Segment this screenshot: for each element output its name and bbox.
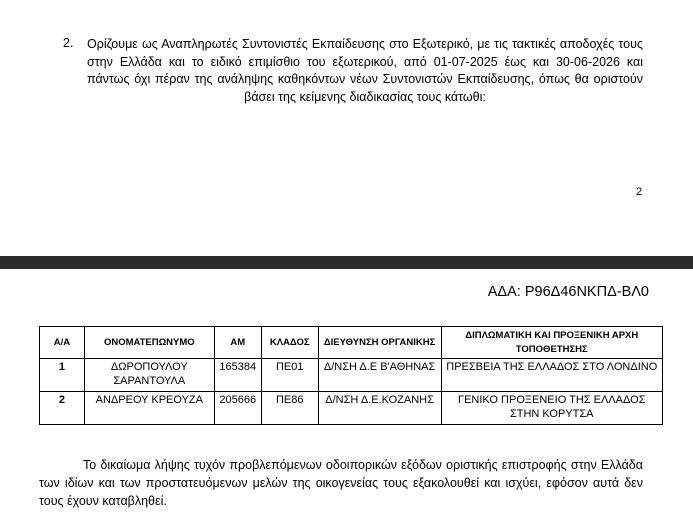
- page-number: 2: [636, 186, 643, 198]
- row-organic: Δ/ΝΣΗ Δ.Ε Β'ΑΘΗΝΑΣ: [318, 359, 441, 392]
- header-index: Α/Α: [40, 327, 85, 359]
- header-am: ΑΜ: [214, 327, 261, 359]
- row-name: ΔΩΡΟΠΟΥΛΟΥ ΣΑΡΑΝΤΟΥΛΑ: [84, 359, 214, 392]
- header-authority: ΔΙΠΛΩΜΑΤΙΚΗ ΚΑΙ ΠΡΟΞΕΝΙΚΗ ΑΡΧΗ ΤΟΠΟΘΕΤΗΣΗΣ: [441, 327, 662, 359]
- row-organic: Δ/ΝΣΗ Δ.Ε.ΚΟΖΑΝΗΣ: [318, 392, 441, 425]
- table-header-row: [40, 327, 663, 359]
- placements-table: [39, 326, 663, 425]
- row-index: 2: [40, 392, 85, 425]
- row-authority: ΓΕΝΙΚΟ ΠΡΟΞΕΝΕΙΟ ΤΗΣ ΕΛΛΑΔΟΣ ΣΤΗΝ ΚΟΡΥΤΣΑ: [441, 392, 662, 425]
- row-authority: ΠΡΕΣΒΕΙΑ ΤΗΣ ΕΛΛΑΔΟΣ ΣΤΟ ΛΟΝΔΙΝΟ: [441, 359, 662, 392]
- row-index: 1: [40, 359, 85, 392]
- list-item-number: 2.: [63, 36, 74, 50]
- row-klados: ΠΕ86: [261, 392, 318, 425]
- row-am: 205666: [214, 392, 261, 425]
- header-organic: ΔΙΕΥΘΥΝΣΗ ΟΡΓΑΝΙΚΗΣ: [318, 327, 441, 359]
- list-item-text: Ορίζουμε ως Αναπληρωτές Συντονιστές Εκπαίδευσης στο Εξωτερικό, με τις τακτικές αποδοχές τους στην Ελλάδα και το ειδικό επιμίσθιο του εξωτερικού, από 01-07-2025 έως και 30-06-2026 και πάντως όχι πέραν της ανάληψης καθηκόντων νέων Συντονιστών Εκπαίδευσης, όπως θα οριστούν βάσει της κείμενης διαδικασίας τους κάτωθι:: [87, 37, 643, 104]
- table-row: [40, 359, 663, 392]
- row-name: ΑΝΔΡΕΟΥ ΚΡΕΟΥΖΑ: [84, 392, 214, 425]
- ada-code: ΑΔΑ: Ρ96Δ46ΝΚΠΔ-ΒΛ0: [487, 284, 649, 300]
- header-klados: ΚΛΑΔΟΣ: [261, 327, 318, 359]
- table-row: [40, 392, 663, 425]
- page-separator: [0, 256, 693, 269]
- row-am: 165384: [214, 359, 261, 392]
- row-klados: ΠΕ01: [261, 359, 318, 392]
- closing-paragraph: Το δικαίωμα λήψης τυχόν προβλεπόμενων οδοιπορικών εξόδων οριστικής επιστροφής στην Ελλάδα των ιδίων και των προστατευόμενων μελών της οικογενείας τους εξακολουθεί και ισχύει, εφόσον αυτά δεν τους έχουν καταβληθεί.: [39, 458, 643, 508]
- header-name: ΟΝΟΜΑΤΕΠΩΝΥΜΟ: [84, 327, 214, 359]
